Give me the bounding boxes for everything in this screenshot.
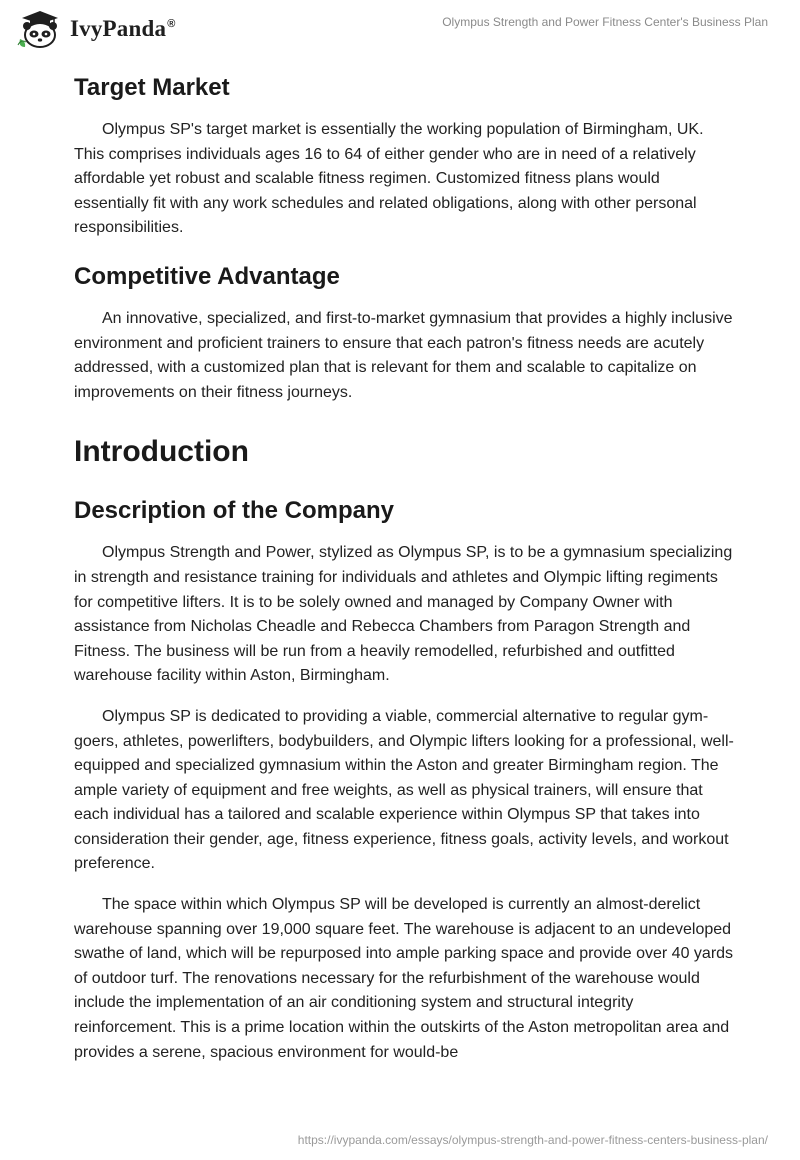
paragraph-competitive-advantage: An innovative, specialized, and first-to-market gymnasium that provides a highly inclusive environment and proficient trainers to ensure that each patron's fitness needs are acutely addressed, with a customized plan that is relevant for them and scalable to capitalize on improvements on their fitness journeys. (74, 309, 733, 401)
panda-graduate-icon (16, 9, 62, 49)
page-header (0, 0, 800, 60)
paragraph-target-market: Olympus SP's target market is essentially the working population of Birmingham, UK. This comprises individuals ages 16 to 64 of either gender who are in need of a relatively affordable yet robust and scalable fitness regimen. Customized fitness plans would essentially fit with any work schedules and related obligations, along with other personal responsibilities. (74, 121, 704, 237)
logo-wordmark: IvyPanda® (70, 16, 176, 41)
heading-competitive-advantage: Competitive Advantage (74, 262, 340, 290)
essay-body (74, 70, 734, 1065)
paragraph-description-3: The space within which Olympus SP will be developed is currently an almost-derelict warehouse spanning over 19,000 square feet. The warehouse is adjacent to an undeveloped swathe of land, which will be repurposed into ample parking space and provide over 40 yards of outdoor turf. The renovations necessary for the refurbishment of the warehouse would include the implementation of an air conditioning system and structural integrity reinforcement. This is a prime location within the outskirts of the Aston metropolitan area and provides a serene, spacious environment for would-be (74, 896, 734, 1061)
source-url[interactable]: https://ivypanda.com/essays/olympus-strength-and-power-fitness-centers-business-plan/ (297, 1133, 768, 1147)
paragraph-description-1: Olympus Strength and Power, stylized as Olympus SP, is to be a gymnasium specializing in strength and resistance training for individuals and athletes and Olympic lifting regiments for competitive lifters. It is to be solely owned and managed by Company Owner with assistance from Nicholas Cheadle and Rebecca Chambers from Paragon Strength and Fitness. The business will be run from a heavily remodelled, refurbished and outfitted warehouse facility within Aston, Birmingham. (74, 544, 733, 685)
document-title: Olympus Strength and Power Fitness Center's Business Plan (442, 15, 768, 29)
paragraph-description-2: Olympus SP is dedicated to providing a viable, commercial alternative to regular gym-goers, athletes, powerlifters, bodybuilders, and Olympic lifters looking for a professional, well-equipped and specialized gymnasium within the Aston and greater Birmingham region. The ample variety of equipment and free weights, as well as physical trainers, will ensure that each individual has a tailored and scalable experience within Olympus SP that takes into consideration their gender, age, fitness experience, fitness goals, activity levels, and workout preference. (74, 707, 734, 873)
heading-description-of-company: Description of the Company (74, 497, 395, 525)
ivypanda-logo[interactable] (16, 9, 191, 49)
heading-target-market: Target Market (74, 74, 230, 101)
heading-introduction: Introduction (74, 435, 249, 469)
